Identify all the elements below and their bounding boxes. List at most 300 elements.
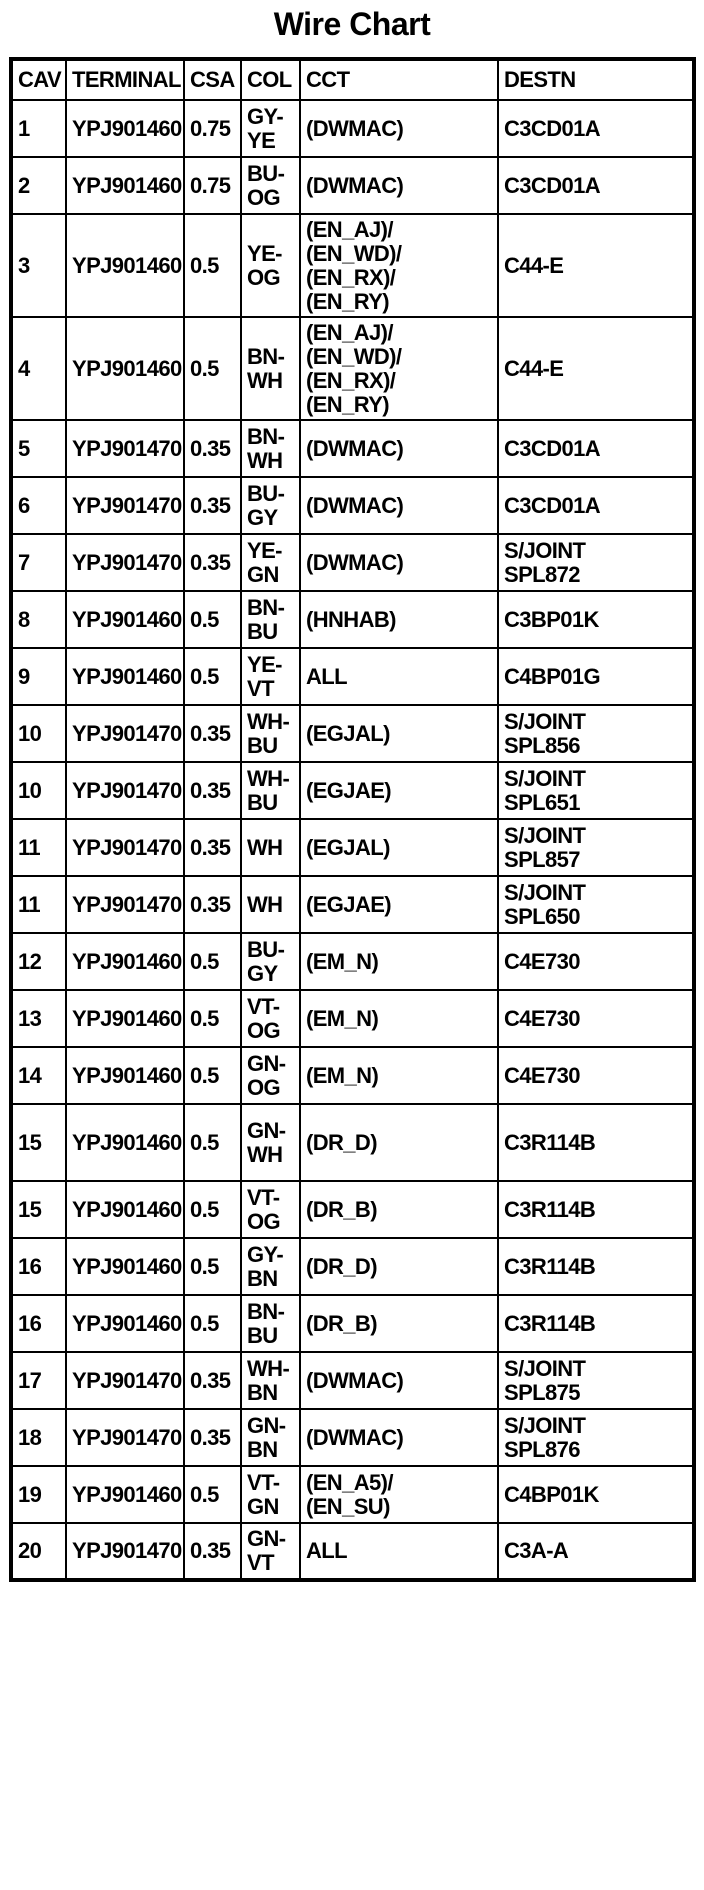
cell-cct bbox=[300, 819, 498, 876]
cell-terminal bbox=[66, 648, 184, 705]
table-row bbox=[11, 1466, 694, 1523]
cell-col bbox=[241, 648, 300, 705]
cell-cav-text: 4 bbox=[18, 355, 30, 381]
cell-destn-text: C44-E bbox=[504, 252, 564, 278]
cell-terminal-text: YPJ901460 bbox=[72, 252, 182, 278]
table-row bbox=[11, 591, 694, 648]
cell-cav-text: 10 bbox=[18, 720, 42, 746]
cell-cav-text: 17 bbox=[18, 1367, 42, 1393]
cell-col bbox=[241, 157, 300, 214]
cell-cav-text: 12 bbox=[18, 948, 42, 974]
cell-csa bbox=[184, 157, 241, 214]
cell-cav bbox=[11, 420, 66, 477]
cell-col bbox=[241, 214, 300, 317]
cell-col bbox=[241, 1466, 300, 1523]
cell-csa-text: 0.35 bbox=[190, 720, 231, 746]
cell-cct-text: (EM_N) bbox=[306, 948, 379, 974]
table-row bbox=[11, 1104, 694, 1181]
cell-cct-text: (DR_D) bbox=[306, 1253, 377, 1279]
cell-csa bbox=[184, 876, 241, 933]
cell-cct bbox=[300, 1181, 498, 1238]
table-header-row bbox=[11, 59, 694, 100]
cell-terminal bbox=[66, 477, 184, 534]
cell-cct bbox=[300, 648, 498, 705]
cell-terminal-text: YPJ901470 bbox=[72, 1424, 182, 1450]
cell-cav-text: 19 bbox=[18, 1481, 42, 1507]
cell-cav bbox=[11, 100, 66, 157]
cell-csa-text: 0.35 bbox=[190, 1424, 231, 1450]
cell-col-text: YE- OG bbox=[247, 240, 282, 290]
cell-csa-text: 0.35 bbox=[190, 492, 231, 518]
cell-cct bbox=[300, 1523, 498, 1580]
cell-col-text: VT- GN bbox=[247, 1469, 280, 1519]
cell-cct-text: (DWMAC) bbox=[306, 492, 404, 518]
cell-cct-text: (EN_AJ)/ (EN_WD)/ (EN_RX)/ (EN_RY) bbox=[306, 319, 402, 417]
cell-cav bbox=[11, 157, 66, 214]
cell-csa bbox=[184, 990, 241, 1047]
cell-col-text: GN- BN bbox=[247, 1412, 286, 1462]
cell-cct bbox=[300, 1466, 498, 1523]
cell-terminal-text: YPJ901460 bbox=[72, 1005, 182, 1031]
cell-terminal bbox=[66, 1352, 184, 1409]
cell-terminal bbox=[66, 819, 184, 876]
cell-col bbox=[241, 1295, 300, 1352]
cell-col-text: BN- BU bbox=[247, 1298, 285, 1348]
cell-cav-text: 6 bbox=[18, 492, 30, 518]
cell-destn-text: C3R114B bbox=[504, 1253, 596, 1279]
cell-csa-text: 0.5 bbox=[190, 355, 219, 381]
cell-cct bbox=[300, 477, 498, 534]
cell-csa-text: 0.5 bbox=[190, 663, 219, 689]
cell-col-text: WH bbox=[247, 891, 283, 917]
cell-col-text: BN- WH bbox=[247, 343, 285, 393]
header-destn: DESTN bbox=[498, 59, 694, 100]
cell-cct bbox=[300, 534, 498, 591]
cell-col-text: BN- BU bbox=[247, 594, 285, 644]
cell-cct bbox=[300, 1238, 498, 1295]
cell-destn bbox=[498, 1352, 694, 1409]
cell-destn-text: C3CD01A bbox=[504, 172, 601, 198]
cell-terminal-text: YPJ901470 bbox=[72, 834, 182, 860]
cell-terminal-text: YPJ901470 bbox=[72, 549, 182, 575]
header-terminal: TERMINAL bbox=[66, 59, 184, 100]
cell-cct bbox=[300, 933, 498, 990]
cell-terminal-text: YPJ901460 bbox=[72, 606, 182, 632]
cell-csa-text: 0.75 bbox=[190, 115, 231, 141]
cell-csa-text: 0.5 bbox=[190, 948, 219, 974]
cell-col bbox=[241, 1352, 300, 1409]
cell-csa-text: 0.35 bbox=[190, 777, 231, 803]
cell-cct-text: (DR_D) bbox=[306, 1129, 377, 1155]
cell-destn-text: C44-E bbox=[504, 355, 564, 381]
cell-destn bbox=[498, 1466, 694, 1523]
cell-col-text: BU- GY bbox=[247, 936, 285, 986]
cell-cct bbox=[300, 762, 498, 819]
cell-cav-text: 1 bbox=[18, 115, 30, 141]
cell-cav-text: 9 bbox=[18, 663, 30, 689]
cell-csa bbox=[184, 1181, 241, 1238]
cell-terminal-text: YPJ901470 bbox=[72, 891, 182, 917]
cell-cav bbox=[11, 1181, 66, 1238]
cell-destn-text: C3R114B bbox=[504, 1129, 596, 1155]
cell-cav bbox=[11, 534, 66, 591]
cell-destn-text: S/JOINT SPL650 bbox=[504, 879, 586, 929]
cell-col bbox=[241, 705, 300, 762]
cell-destn-text: C3BP01K bbox=[504, 606, 599, 632]
cell-csa-text: 0.5 bbox=[190, 1481, 219, 1507]
cell-cct bbox=[300, 1104, 498, 1181]
cell-cct-text: (DWMAC) bbox=[306, 172, 404, 198]
cell-destn-text: S/JOINT SPL875 bbox=[504, 1355, 586, 1405]
cell-col bbox=[241, 317, 300, 420]
cell-csa bbox=[184, 477, 241, 534]
table-row bbox=[11, 1295, 694, 1352]
cell-cct-text: (DWMAC) bbox=[306, 435, 404, 461]
cell-csa-text: 0.5 bbox=[190, 1005, 219, 1031]
wire-chart-table bbox=[9, 57, 696, 1582]
cell-col-text: BU- OG bbox=[247, 160, 285, 210]
cell-cav bbox=[11, 705, 66, 762]
cell-destn bbox=[498, 317, 694, 420]
cell-cav bbox=[11, 1295, 66, 1352]
cell-col-text: VT- OG bbox=[247, 993, 281, 1043]
cell-col bbox=[241, 1047, 300, 1104]
cell-col bbox=[241, 1409, 300, 1466]
cell-cct-text: (EGJAL) bbox=[306, 720, 390, 746]
cell-destn-text: S/JOINT SPL856 bbox=[504, 708, 586, 758]
cell-destn bbox=[498, 214, 694, 317]
cell-terminal-text: YPJ901470 bbox=[72, 720, 182, 746]
table-row bbox=[11, 1047, 694, 1104]
cell-destn bbox=[498, 990, 694, 1047]
cell-col bbox=[241, 420, 300, 477]
cell-csa bbox=[184, 534, 241, 591]
cell-csa bbox=[184, 1523, 241, 1580]
cell-destn bbox=[498, 1409, 694, 1466]
cell-destn-text: C3A-A bbox=[504, 1538, 569, 1563]
cell-destn bbox=[498, 1104, 694, 1181]
cell-destn bbox=[498, 100, 694, 157]
cell-cav-text: 11 bbox=[18, 834, 41, 860]
cell-col bbox=[241, 591, 300, 648]
cell-cct-text: (DWMAC) bbox=[306, 1424, 404, 1450]
cell-cav bbox=[11, 990, 66, 1047]
cell-destn bbox=[498, 1181, 694, 1238]
header-cct: CCT bbox=[300, 59, 498, 100]
cell-destn bbox=[498, 762, 694, 819]
table-row bbox=[11, 420, 694, 477]
cell-cav bbox=[11, 1352, 66, 1409]
cell-terminal bbox=[66, 1238, 184, 1295]
cell-col-text: WH bbox=[247, 834, 283, 860]
cell-cav-text: 3 bbox=[18, 252, 30, 278]
cell-destn bbox=[498, 477, 694, 534]
cell-cav bbox=[11, 214, 66, 317]
cell-terminal bbox=[66, 1466, 184, 1523]
cell-col-text: GN- OG bbox=[247, 1050, 286, 1100]
cell-col-text: WH- BU bbox=[247, 765, 290, 815]
header-cav: CAV bbox=[11, 59, 66, 100]
cell-csa-text: 0.35 bbox=[190, 891, 231, 917]
cell-destn-text: C3CD01A bbox=[504, 115, 601, 141]
cell-terminal bbox=[66, 534, 184, 591]
cell-csa-text: 0.35 bbox=[190, 1538, 231, 1563]
cell-terminal-text: YPJ901470 bbox=[72, 435, 182, 461]
table-row bbox=[11, 1523, 694, 1580]
cell-destn bbox=[498, 420, 694, 477]
cell-cct-text: (DR_B) bbox=[306, 1310, 377, 1336]
cell-terminal-text: YPJ901460 bbox=[72, 1253, 182, 1279]
cell-cav bbox=[11, 591, 66, 648]
cell-cct bbox=[300, 1352, 498, 1409]
cell-cav-text: 16 bbox=[18, 1310, 42, 1336]
cell-destn bbox=[498, 534, 694, 591]
cell-terminal bbox=[66, 933, 184, 990]
cell-destn-text: C3R114B bbox=[504, 1196, 596, 1222]
cell-cct bbox=[300, 420, 498, 477]
cell-csa-text: 0.35 bbox=[190, 1367, 231, 1393]
cell-csa-text: 0.35 bbox=[190, 435, 231, 461]
cell-cct bbox=[300, 157, 498, 214]
cell-cct-text: (EN_A5)/ (EN_SU) bbox=[306, 1469, 393, 1519]
cell-destn bbox=[498, 1238, 694, 1295]
cell-cav bbox=[11, 1238, 66, 1295]
cell-cav-text: 15 bbox=[18, 1129, 42, 1155]
cell-csa bbox=[184, 762, 241, 819]
cell-terminal-text: YPJ901460 bbox=[72, 1062, 182, 1088]
cell-cct-text: (EM_N) bbox=[306, 1005, 379, 1031]
cell-col bbox=[241, 1181, 300, 1238]
cell-terminal-text: YPJ901460 bbox=[72, 1196, 182, 1222]
cell-cav-text: 8 bbox=[18, 606, 30, 632]
cell-cct-text: (DWMAC) bbox=[306, 549, 404, 575]
table-row bbox=[11, 1238, 694, 1295]
table-row bbox=[11, 157, 694, 214]
header-csa: CSA bbox=[184, 59, 241, 100]
table-row bbox=[11, 648, 694, 705]
cell-cav bbox=[11, 762, 66, 819]
cell-destn bbox=[498, 648, 694, 705]
cell-terminal-text: YPJ901460 bbox=[72, 1481, 182, 1507]
cell-col bbox=[241, 762, 300, 819]
cell-cct-text: (EGJAE) bbox=[306, 777, 392, 803]
cell-destn bbox=[498, 1295, 694, 1352]
cell-terminal bbox=[66, 1295, 184, 1352]
cell-cct bbox=[300, 990, 498, 1047]
cell-col-text: GY- YE bbox=[247, 103, 284, 153]
cell-csa bbox=[184, 1295, 241, 1352]
cell-csa bbox=[184, 1047, 241, 1104]
cell-col-text: GY- BN bbox=[247, 1241, 284, 1291]
cell-cav-text: 20 bbox=[18, 1538, 42, 1563]
cell-csa bbox=[184, 1352, 241, 1409]
table-row bbox=[11, 819, 694, 876]
cell-terminal bbox=[66, 591, 184, 648]
cell-cct bbox=[300, 705, 498, 762]
table-row bbox=[11, 317, 694, 420]
cell-terminal-text: YPJ901460 bbox=[72, 355, 182, 381]
cell-destn bbox=[498, 933, 694, 990]
cell-csa-text: 0.5 bbox=[190, 606, 219, 632]
cell-cct-text: (EM_N) bbox=[306, 1062, 379, 1088]
cell-cav-text: 15 bbox=[18, 1196, 42, 1222]
table-row bbox=[11, 100, 694, 157]
cell-col-text: YE- GN bbox=[247, 537, 282, 587]
cell-csa bbox=[184, 591, 241, 648]
cell-csa-text: 0.5 bbox=[190, 1310, 219, 1336]
cell-col bbox=[241, 1104, 300, 1181]
cell-cav-text: 5 bbox=[18, 435, 30, 461]
cell-terminal-text: YPJ901460 bbox=[72, 115, 182, 141]
cell-col-text: WH- BN bbox=[247, 1355, 290, 1405]
cell-terminal bbox=[66, 157, 184, 214]
cell-csa bbox=[184, 1238, 241, 1295]
cell-terminal-text: YPJ901460 bbox=[72, 663, 182, 689]
cell-destn-text: S/JOINT SPL876 bbox=[504, 1412, 586, 1462]
cell-cav-text: 16 bbox=[18, 1253, 42, 1279]
table-row bbox=[11, 1352, 694, 1409]
cell-col bbox=[241, 1238, 300, 1295]
cell-destn-text: C4E730 bbox=[504, 948, 580, 974]
cell-col bbox=[241, 1523, 300, 1580]
cell-terminal-text: YPJ901470 bbox=[72, 492, 182, 518]
cell-cct-text: (EN_AJ)/ (EN_WD)/ (EN_RX)/ (EN_RY) bbox=[306, 216, 402, 314]
cell-cav-text: 7 bbox=[18, 549, 30, 575]
cell-terminal-text: YPJ901460 bbox=[72, 1129, 182, 1155]
cell-cav bbox=[11, 648, 66, 705]
cell-col bbox=[241, 933, 300, 990]
cell-csa-text: 0.35 bbox=[190, 834, 231, 860]
header-col: COL bbox=[241, 59, 300, 100]
cell-terminal bbox=[66, 1047, 184, 1104]
cell-cav-text: 2 bbox=[18, 172, 30, 198]
cell-csa bbox=[184, 317, 241, 420]
cell-col-text: GN- WH bbox=[247, 1117, 286, 1167]
cell-terminal bbox=[66, 1523, 184, 1580]
table-row bbox=[11, 477, 694, 534]
cell-destn bbox=[498, 591, 694, 648]
cell-destn-text: C4E730 bbox=[504, 1005, 580, 1031]
cell-csa bbox=[184, 933, 241, 990]
cell-terminal bbox=[66, 1104, 184, 1181]
cell-destn-text: C4BP01K bbox=[504, 1481, 599, 1507]
cell-col bbox=[241, 477, 300, 534]
cell-cav bbox=[11, 1104, 66, 1181]
cell-destn bbox=[498, 1047, 694, 1104]
table-row bbox=[11, 933, 694, 990]
cell-cct bbox=[300, 591, 498, 648]
cell-col bbox=[241, 876, 300, 933]
cell-terminal bbox=[66, 1409, 184, 1466]
cell-csa bbox=[184, 1466, 241, 1523]
cell-col-text: BU- GY bbox=[247, 480, 285, 530]
cell-terminal-text: YPJ901470 bbox=[72, 1367, 182, 1393]
cell-terminal-text: YPJ901460 bbox=[72, 1310, 182, 1336]
cell-cav bbox=[11, 1409, 66, 1466]
cell-terminal-text: YPJ901470 bbox=[72, 777, 182, 803]
cell-csa bbox=[184, 1104, 241, 1181]
table-row bbox=[11, 990, 694, 1047]
cell-cct-text: ALL bbox=[306, 1538, 347, 1563]
cell-terminal bbox=[66, 317, 184, 420]
cell-destn bbox=[498, 876, 694, 933]
cell-destn bbox=[498, 819, 694, 876]
cell-terminal bbox=[66, 876, 184, 933]
table-body bbox=[11, 100, 694, 1580]
cell-cct-text: (DR_B) bbox=[306, 1196, 377, 1222]
cell-csa-text: 0.5 bbox=[190, 1129, 219, 1155]
cell-col bbox=[241, 100, 300, 157]
cell-cav-text: 14 bbox=[18, 1062, 42, 1088]
cell-destn bbox=[498, 1523, 694, 1580]
cell-terminal bbox=[66, 100, 184, 157]
cell-csa-text: 0.75 bbox=[190, 172, 231, 198]
table-row bbox=[11, 534, 694, 591]
cell-col bbox=[241, 990, 300, 1047]
cell-csa bbox=[184, 705, 241, 762]
cell-csa-text: 0.5 bbox=[190, 1062, 219, 1088]
cell-cct-text: (HNHAB) bbox=[306, 606, 396, 632]
cell-col-text: YE- VT bbox=[247, 651, 282, 701]
cell-cct bbox=[300, 876, 498, 933]
cell-cct bbox=[300, 1047, 498, 1104]
cell-cav bbox=[11, 819, 66, 876]
table-row bbox=[11, 705, 694, 762]
table-row bbox=[11, 1181, 694, 1238]
cell-csa bbox=[184, 100, 241, 157]
cell-col-text: VT- OG bbox=[247, 1184, 281, 1234]
cell-cct bbox=[300, 214, 498, 317]
cell-cav bbox=[11, 876, 66, 933]
cell-terminal bbox=[66, 1181, 184, 1238]
cell-cct bbox=[300, 317, 498, 420]
cell-csa-text: 0.35 bbox=[190, 549, 231, 575]
table-row bbox=[11, 1409, 694, 1466]
table-row bbox=[11, 876, 694, 933]
cell-terminal bbox=[66, 214, 184, 317]
cell-terminal bbox=[66, 762, 184, 819]
cell-cct bbox=[300, 100, 498, 157]
table-row bbox=[11, 762, 694, 819]
cell-destn-text: C4BP01G bbox=[504, 663, 601, 689]
cell-cav-text: 13 bbox=[18, 1005, 42, 1031]
cell-cav-text: 11 bbox=[18, 891, 41, 917]
cell-cct-text: ALL bbox=[306, 663, 347, 689]
cell-terminal-text: YPJ901470 bbox=[72, 1538, 182, 1563]
cell-destn-text: C3CD01A bbox=[504, 492, 601, 518]
cell-terminal bbox=[66, 990, 184, 1047]
cell-col bbox=[241, 534, 300, 591]
cell-col-text: WH- BU bbox=[247, 708, 290, 758]
cell-terminal-text: YPJ901460 bbox=[72, 948, 182, 974]
page-title: Wire Chart bbox=[273, 6, 431, 42]
cell-destn bbox=[498, 705, 694, 762]
table-row bbox=[11, 214, 694, 317]
cell-csa-text: 0.5 bbox=[190, 252, 219, 278]
cell-terminal bbox=[66, 705, 184, 762]
cell-col bbox=[241, 819, 300, 876]
cell-cav bbox=[11, 1523, 66, 1580]
cell-destn-text: C3R114B bbox=[504, 1310, 596, 1336]
cell-csa bbox=[184, 1409, 241, 1466]
cell-cct bbox=[300, 1409, 498, 1466]
cell-csa bbox=[184, 648, 241, 705]
cell-cct-text: (EGJAL) bbox=[306, 834, 390, 860]
cell-csa bbox=[184, 819, 241, 876]
cell-cct-text: (DWMAC) bbox=[306, 1367, 404, 1393]
cell-destn-text: C4E730 bbox=[504, 1062, 580, 1088]
cell-cct bbox=[300, 1295, 498, 1352]
